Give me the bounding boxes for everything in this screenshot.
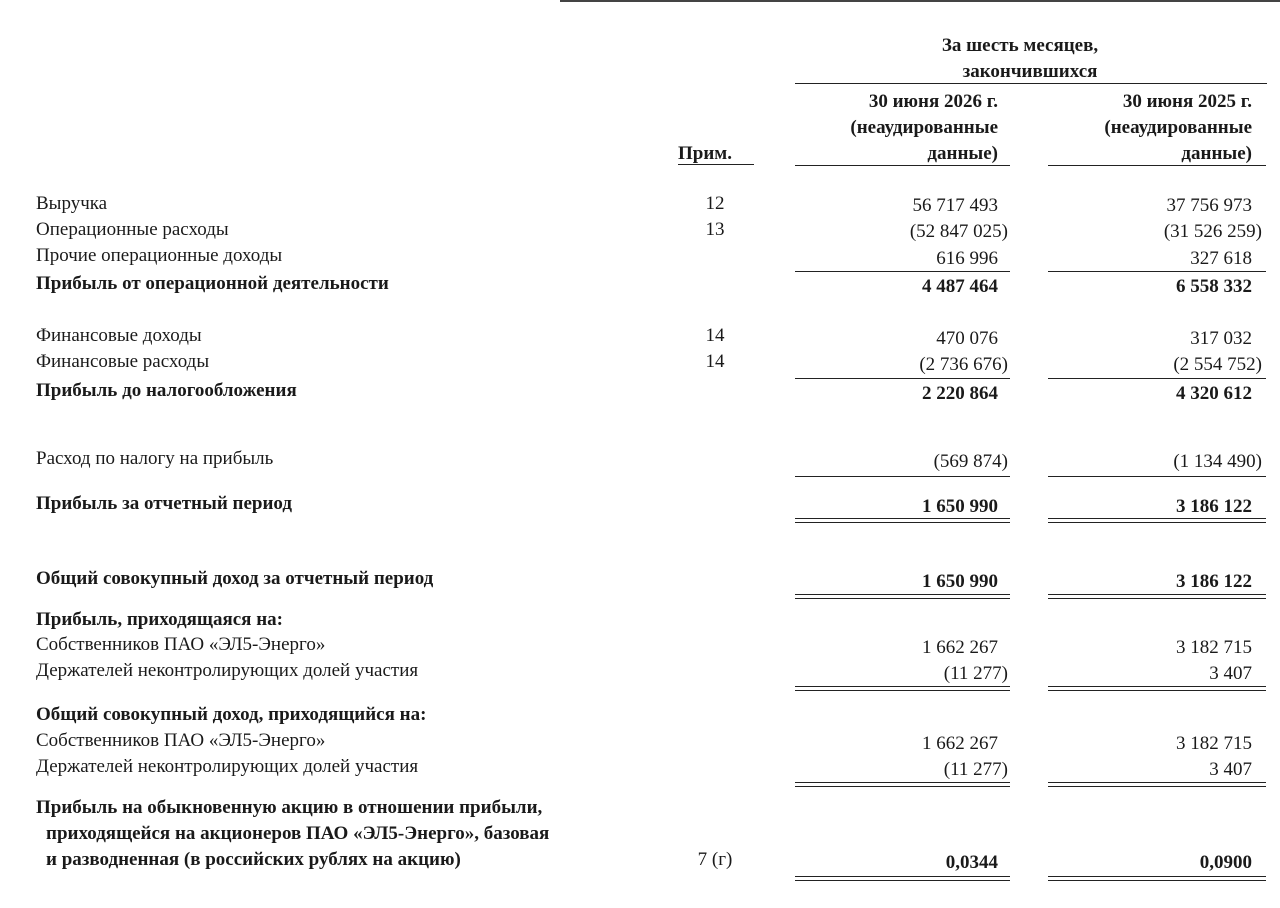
col2-header-note: (неаудированные <box>1104 117 1252 138</box>
eps-label-line2: приходящейся на акционеров ПАО «ЭЛ5-Энерго», базовая <box>46 823 550 844</box>
row-value-2025-income-tax: (1 134 490) <box>1173 451 1262 472</box>
row-value-2026-finance-income: 470 076 <box>936 328 998 349</box>
col1-header-rule <box>795 165 1010 166</box>
double-rule-tci-2026 <box>795 594 1010 599</box>
row-value-2026-profit-before-tax: 2 220 864 <box>922 383 998 404</box>
row-note-operating-expenses: 13 <box>705 219 725 240</box>
col1-header-note2: данные) <box>927 143 998 164</box>
col2-header-rule <box>1048 165 1266 166</box>
note-column-header: Прим. <box>678 143 732 164</box>
subtotal-rule-pretax-2025 <box>1048 378 1266 379</box>
row-label-operating-profit: Прибыль от операционной деятельности <box>36 273 389 294</box>
row-value-2025-nci-profit: 3 407 <box>1209 663 1252 684</box>
double-rule-eps-2025 <box>1048 876 1266 881</box>
col2-header-date: 30 июня 2025 г. <box>1122 91 1252 112</box>
row-value-2026-finance-expenses: (2 736 676) <box>919 354 1008 375</box>
row-value-2026-total-comprehensive-income: 1 650 990 <box>922 571 998 592</box>
row-value-2025-total-comprehensive-income: 3 186 122 <box>1176 571 1252 592</box>
section-tci-attributable: Общий совокупный доход, приходящийся на: <box>36 704 427 725</box>
period-header-line1: За шесть месяцев, <box>941 35 1099 56</box>
row-value-2026-owners-tci: 1 662 267 <box>922 733 998 754</box>
row-value-2025-nci-tci: 3 407 <box>1209 759 1252 780</box>
row-label-other-operating-income: Прочие операционные доходы <box>36 245 283 266</box>
row-value-2025-owners-profit: 3 182 715 <box>1176 637 1252 658</box>
row-value-2026-nci-profit: (11 277) <box>943 663 1008 684</box>
period-header-rule <box>795 83 1267 84</box>
row-label-operating-expenses: Операционные расходы <box>36 219 229 240</box>
row-label-finance-expenses: Финансовые расходы <box>36 351 210 372</box>
row-value-2025-finance-expenses: (2 554 752) <box>1173 354 1262 375</box>
row-note-revenue: 12 <box>705 193 725 214</box>
row-label-net-profit: Прибыль за отчетный период <box>36 493 292 514</box>
row-value-2026-owners-profit: 1 662 267 <box>922 637 998 658</box>
row-value-2026-net-profit: 1 650 990 <box>922 496 998 517</box>
row-note-finance-income: 14 <box>705 325 725 346</box>
row-note-finance-expenses: 14 <box>705 351 725 372</box>
row-value-2026-revenue: 56 717 493 <box>912 195 998 216</box>
row-label-owners-profit: Собственников ПАО «ЭЛ5-Энерго» <box>36 634 326 655</box>
row-value-2026-nci-tci: (11 277) <box>943 759 1008 780</box>
subtotal-rule-operating-2025 <box>1048 271 1266 272</box>
row-label-income-tax: Расход по налогу на прибыль <box>36 448 274 469</box>
double-rule-eps-2026 <box>795 876 1010 881</box>
row-value-2025-owners-tci: 3 182 715 <box>1176 733 1252 754</box>
row-label-owners-tci: Собственников ПАО «ЭЛ5-Энерго» <box>36 730 326 751</box>
double-rule-attr-profit-2026 <box>795 686 1010 691</box>
row-value-2026-operating-profit: 4 487 464 <box>922 276 998 297</box>
note-header-underline <box>678 164 754 165</box>
col1-header-note: (неаудированные <box>850 117 998 138</box>
col2-header-note2: данные) <box>1181 143 1252 164</box>
section-profit-attributable: Прибыль, приходящаяся на: <box>36 609 283 630</box>
col1-header-date: 30 июня 2026 г. <box>868 91 998 112</box>
row-value-2025-finance-income: 317 032 <box>1190 328 1252 349</box>
subtotal-rule-net-2025 <box>1048 476 1266 477</box>
row-label-total-comprehensive-income: Общий совокупный доход за отчетный период <box>36 568 434 589</box>
row-label-nci-profit: Держателей неконтролирующих долей участия <box>36 660 419 681</box>
top-border-line <box>560 0 1280 2</box>
row-value-2025-operating-expenses: (31 526 259) <box>1163 221 1262 242</box>
row-value-2026-income-tax: (569 874) <box>933 451 1008 472</box>
double-rule-attr-tci-2025 <box>1048 782 1266 787</box>
row-label-nci-tci: Держателей неконтролирующих долей участия <box>36 756 419 777</box>
eps-value-2026: 0,0344 <box>945 852 998 873</box>
subtotal-rule-net-2026 <box>795 476 1010 477</box>
row-value-2026-operating-expenses: (52 847 025) <box>909 221 1008 242</box>
row-value-2025-other-operating-income: 327 618 <box>1190 248 1252 269</box>
double-rule-net-2025 <box>1048 518 1266 523</box>
eps-label-line3: и разводненная (в российских рублях на акцию) <box>46 849 461 870</box>
double-rule-attr-profit-2025 <box>1048 686 1266 691</box>
row-value-2025-revenue: 37 756 973 <box>1166 195 1252 216</box>
subtotal-rule-pretax-2026 <box>795 378 1010 379</box>
subtotal-rule-operating-2026 <box>795 271 1010 272</box>
eps-note: 7 (г) <box>697 849 733 870</box>
eps-value-2025: 0,0900 <box>1199 852 1252 873</box>
row-value-2026-other-operating-income: 616 996 <box>936 248 998 269</box>
row-value-2025-net-profit: 3 186 122 <box>1176 496 1252 517</box>
eps-label-line1: Прибыль на обыкновенную акцию в отношении прибыли, <box>36 797 543 818</box>
row-label-finance-income: Финансовые доходы <box>36 325 202 346</box>
double-rule-tci-2025 <box>1048 594 1266 599</box>
double-rule-attr-tci-2026 <box>795 782 1010 787</box>
period-header-line2: закончившихся <box>962 61 1098 82</box>
row-value-2025-profit-before-tax: 4 320 612 <box>1176 383 1252 404</box>
double-rule-net-2026 <box>795 518 1010 523</box>
row-label-profit-before-tax: Прибыль до налогообложения <box>36 380 297 401</box>
row-label-revenue: Выручка <box>36 193 108 214</box>
row-value-2025-operating-profit: 6 558 332 <box>1176 276 1252 297</box>
